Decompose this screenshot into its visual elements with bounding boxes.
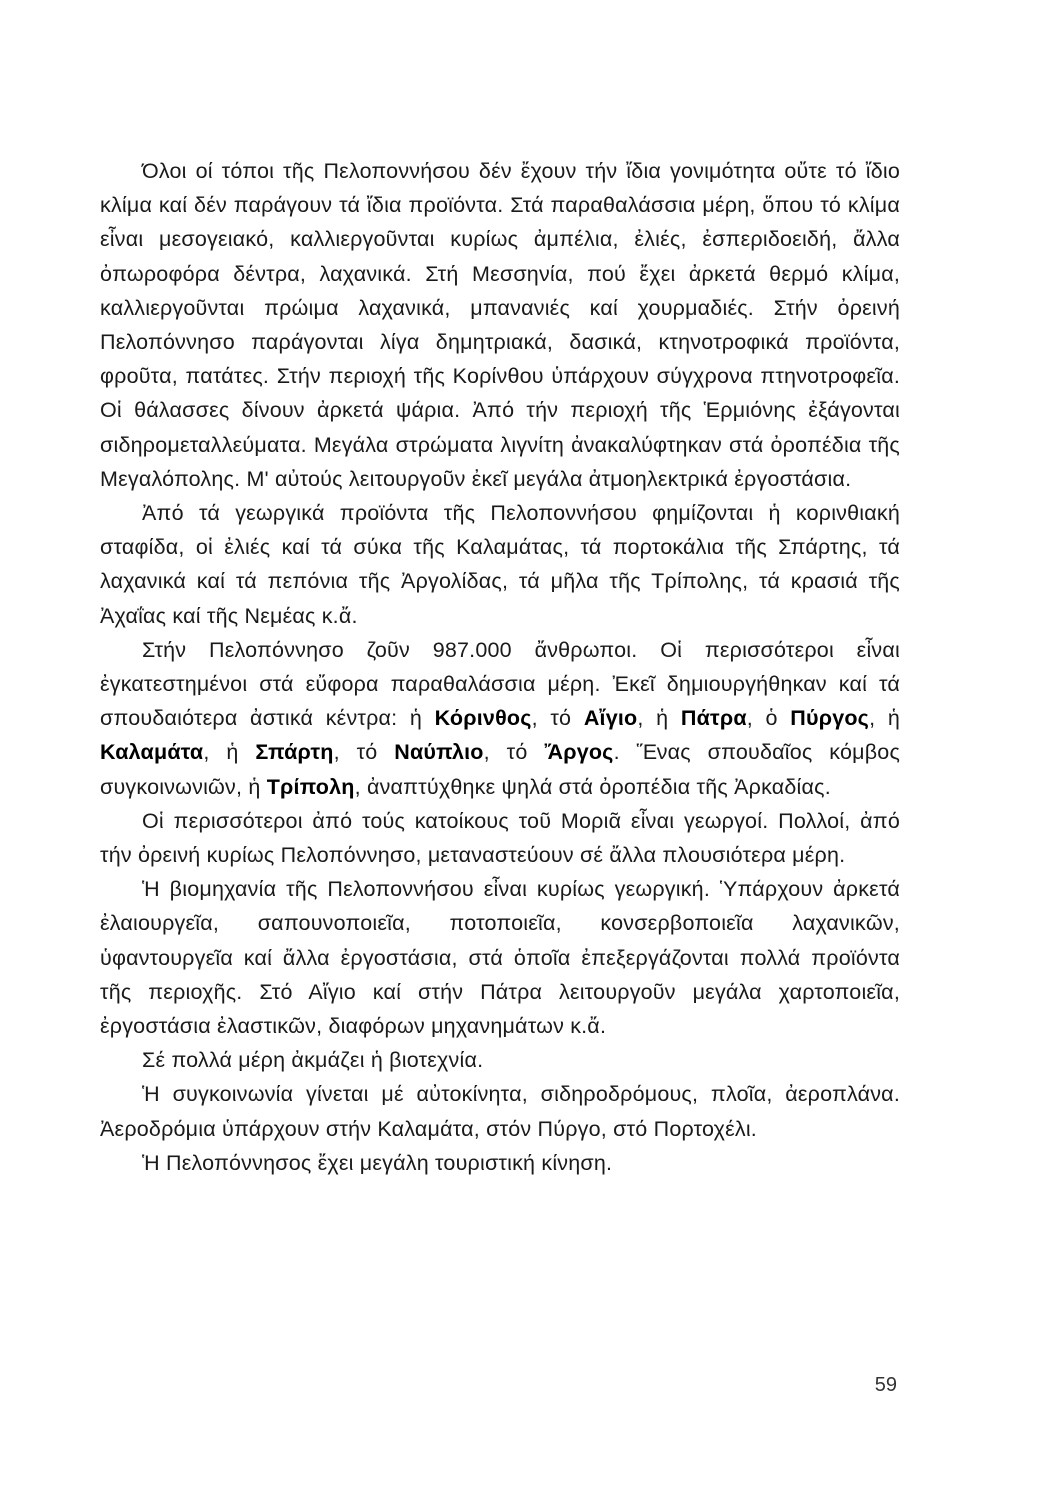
place-name: Τρίπολη xyxy=(266,774,355,799)
text-run: Ἡ Πελοπόννησος ἔχει μεγάλη τουριστική κίνηση. xyxy=(142,1150,613,1175)
text-run: Στήν Πελοπόννησο ζοῦν 987.000 ἄνθρωποι. Οἱ περισσότεροι εἶναι ἐγκατεστημένοι στά εὔφορα παραθαλάσσια μέρη. Ἐκεῖ δημιουργήθηκαν καί τά σπουδαιότερα ἀστικά κέντρα: ἡ xyxy=(100,637,900,731)
paragraph xyxy=(100,872,900,1043)
text-run: Σέ πολλά μέρη ἀκμάζει ἡ βιοτεχνία. xyxy=(142,1048,484,1073)
text-run: , τό xyxy=(531,706,584,731)
text-run: , ὁ xyxy=(746,706,791,731)
text-run: Ἡ βιομηχανία τῆς Πελοποννήσου εἶναι κυρίως γεωργική. Ὑπάρχουν ἀρκετά ἐλαιουργεῖα, σαπουνοποιεῖα, ποτοποιεῖα, κονσερβοποιεῖα λαχανικῶν, ὑφαντουργεῖα καί ἄλλα ἐργοστάσια, στά ὁποῖα ἐπεξεργάζονται πολλά προϊόντα τῆς περιοχῆς. Στό Αἴγιο καί στήν Πάτρα λειτουργοῦν μεγάλα χαρτοποιεῖα, ἐργοστάσια ἐλαστικῶν, διαφόρων μηχανημάτων κ.ἄ. xyxy=(100,877,900,1039)
paragraph xyxy=(100,1077,900,1145)
text-run: , τό xyxy=(333,740,395,765)
place-name: Ἄργος xyxy=(544,740,614,765)
text-run: , τό xyxy=(483,740,545,765)
text-run: . Ἕνας σπουδαῖος κόμβος συγκοινωνιῶν, ἡ xyxy=(100,740,901,799)
place-name: Καλαμάτα xyxy=(100,740,204,765)
paragraph xyxy=(100,1146,900,1180)
text-run: , ἡ xyxy=(203,740,256,765)
text-run: , ἀναπτύχθηκε ψηλά στά ὀροπέδια τῆς Ἀρκαδίας. xyxy=(354,774,831,799)
place-name: Σπάρτη xyxy=(255,740,334,765)
text-run: Ἡ συγκοινωνία γίνεται μέ αὐτοκίνητα, σιδηροδρόμους, πλοῖα, ἀεροπλάνα. Ἀεροδρόμια ὑπάρχουν στήν Καλαμάτα, στόν Πύργο, στό Πορτοχέλι. xyxy=(100,1082,900,1141)
place-name: Ναύπλιο xyxy=(394,740,484,765)
text-run: , ἡ xyxy=(869,706,900,731)
place-name: Πάτρα xyxy=(680,706,747,731)
place-name: Κόρινθος xyxy=(434,706,532,731)
paragraph xyxy=(100,154,900,496)
place-name: Πύργος xyxy=(790,706,870,731)
page-number: 59 xyxy=(874,1374,897,1396)
paragraph xyxy=(100,633,900,804)
paragraph xyxy=(100,1043,900,1077)
body-text xyxy=(100,154,900,1180)
paragraph xyxy=(100,496,900,633)
text-run: , ἡ xyxy=(637,706,681,731)
place-name: Αἴγιο xyxy=(583,706,638,731)
text-run: Όλοι οί τόποι τῆς Πελοποννήσου δέν ἔχουν τήν ἴδια γονιμότητα οὔτε τό ἴδιο κλίμα καί δέν παράγουν τά ἴδια προϊόντα. Στά παραθαλάσσια μέρη, ὅπου τό κλίμα εἶναι μεσογειακό, καλλιεργοῦνται κυρίως ἀμπέλια, ἐλιές, ἐσπεριδοειδή, ἄλλα ὀπωροφόρα δέντρα, λαχανικά. Στή Μεσσηνία, πού ἔχει ἀρκετά θερμό κλίμα, καλλιεργοῦνται πρώιμα λαχανικά, μπανανιές καί χουρμαδιές. Στήν ὀρεινή Πελοπόννησο παράγονται λίγα δημητριακά, δασικά, κτηνοτροφικά προϊόντα, φροῦτα, πατάτες. Στήν περιοχή τῆς Κορίνθου ὑπάρχουν σύγχρονα πτηνοτροφεῖα. Οἱ θάλασσες δίνουν ἀρκετά ψάρια. Ἀπό τήν περιοχή τῆς Ἑρμιόνης ἐξάγονται σιδηρομεταλλεύματα. Μεγάλα στρώματα λιγνίτη ἀνακαλύφτηκαν στά ὀροπέδια τῆς Μεγαλόπολης. Μ' αὐτούς λειτουργοῦν ἐκεῖ μεγάλα ἀτμοηλεκτρικά ἐργοστάσια. xyxy=(100,159,900,491)
text-run: Οἱ περισσότεροι ἀπό τούς κατοίκους τοῦ Μοριᾶ εἶναι γεωργοί. Πολλοί, ἀπό τήν ὀρεινή κυρίως Πελοπόννησο, μεταναστεύουν σέ ἄλλα πλουσιότερα μέρη. xyxy=(100,808,900,868)
text-run: Ἀπό τά γεωργικά προϊόντα τῆς Πελοποννήσου φημίζονται ἡ κορινθιακή σταφίδα, οἱ ἐλιές καί τά σύκα τῆς Καλαμάτας, τά πορτοκάλια τῆς Σπάρτης, τά λαχανικά καί τά πεπόνια τῆς Ἀργολίδας, τά μῆλα τῆς Τρίπολης, τά κρασιά τῆς Ἀχαΐας καί τῆς Νεμέας κ.ἄ. xyxy=(100,501,900,628)
paragraph xyxy=(100,804,900,872)
